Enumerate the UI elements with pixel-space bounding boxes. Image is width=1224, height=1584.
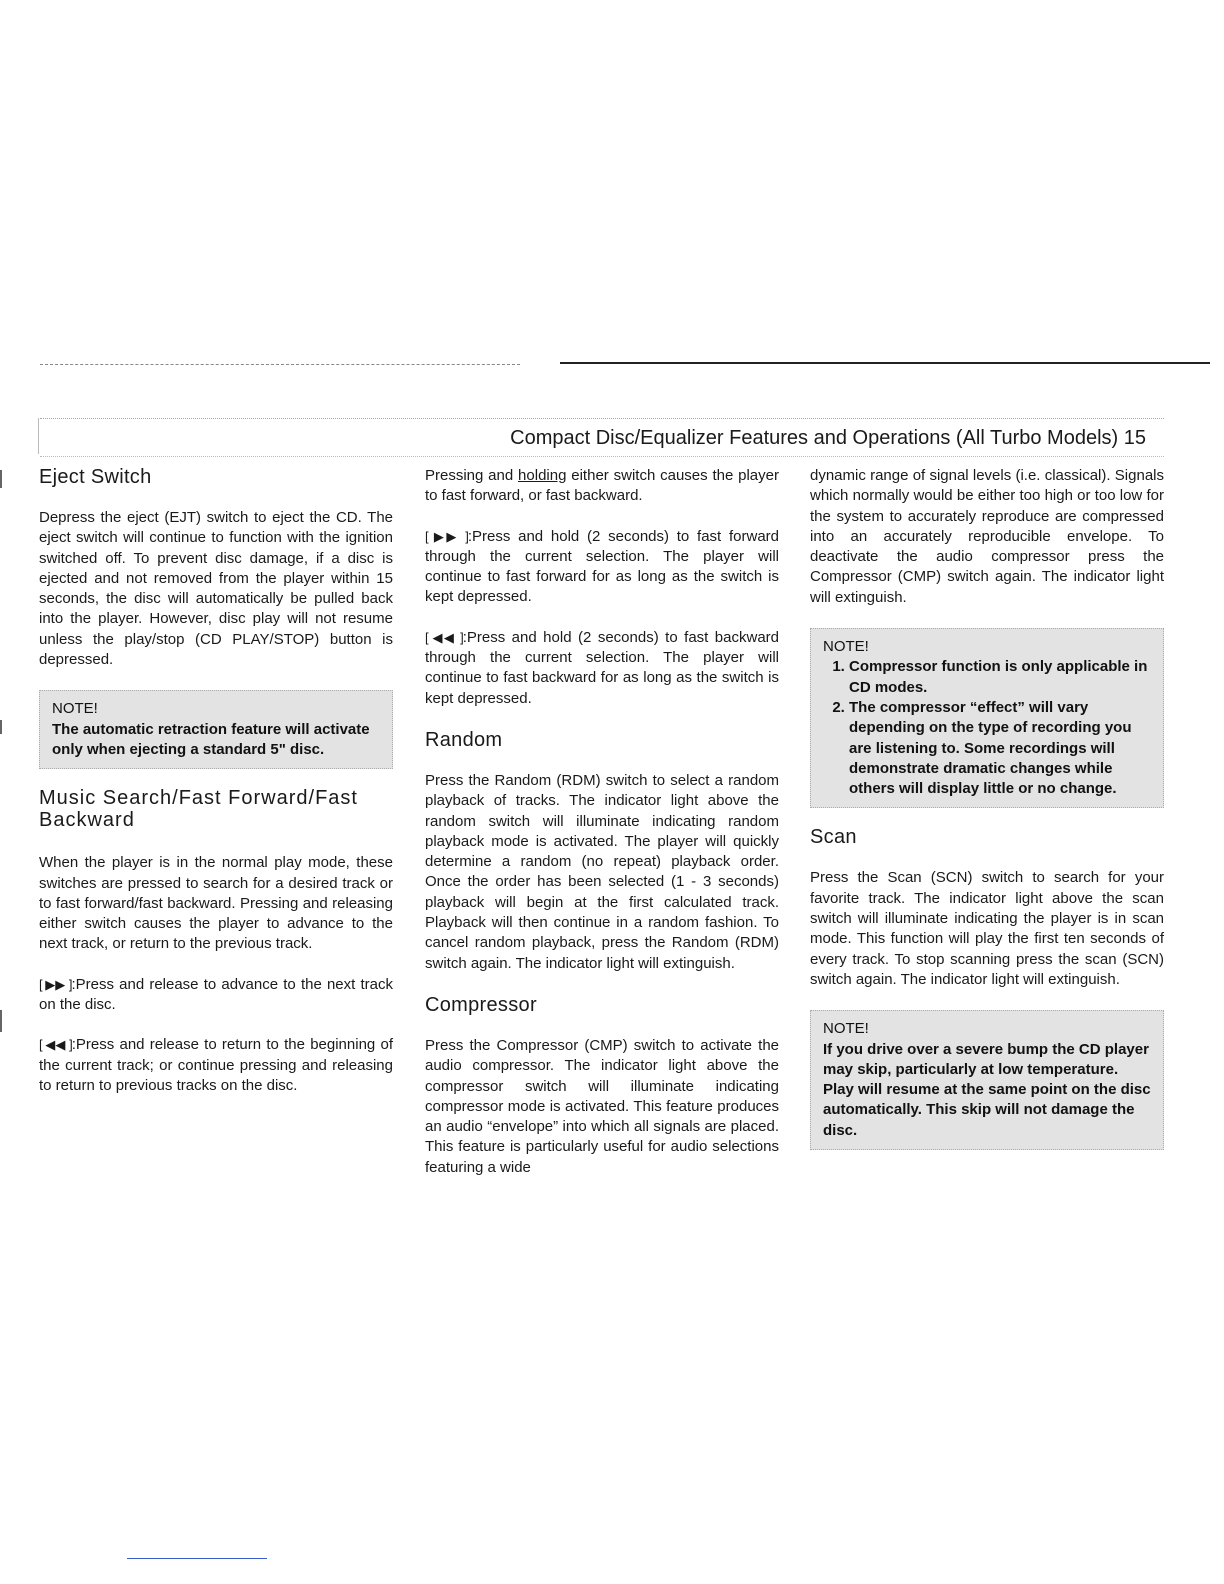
- binding-mark: [0, 470, 2, 488]
- bottom-link-underline: [127, 1558, 267, 1559]
- music-search-body: When the player is in the normal play mode, these switches are pressed to search for a desired track or to fast forward/fast backward. Pressing and releasing either switch causes the player to advance to the next track, or return to the previous track.: [39, 854, 393, 953]
- note-box-skip: [810, 1010, 1164, 1150]
- hold-intro: Pressing and holding either switch causes the player to fast forward, or fast backward.: [425, 467, 779, 505]
- note-text: If you drive over a severe bump the CD player may skip, particularly at low temperature. Play will resume at the same point on the disc automatically. This skip will not damage the disc.: [823, 1040, 1151, 1139]
- top-rule: [560, 362, 1210, 364]
- header-left-border: [38, 418, 39, 454]
- note-title: NOTE!: [823, 1020, 869, 1038]
- note-list-item: 2. The compressor “effect” will vary depending on the type of recording you are listening to. Some recordings will demonstrate dramatic changes while others will display little or no change.: [849, 698, 1153, 799]
- page-header: Compact Disc/Equalizer Features and Operations (All Turbo Models) 15: [510, 427, 1146, 449]
- header-top-border: [40, 418, 1164, 419]
- note-box-eject: [39, 690, 393, 769]
- compressor-body: Press the Compressor (CMP) switch to activate the audio compressor. The indicator light above the compressor switch will illuminate indicating compressor mode is activated. This feature produces an audio “envelope” into which all signals are placed. This feature is particularly useful for audio selections featuring a wide: [425, 1036, 779, 1176]
- fast-backward-hold-instruction: [ ◀◀ ]:Press and hold (2 seconds) to fast backward through the current selection. The player will continue to fast backward for as long as the switch is kept depressed.: [425, 628, 779, 707]
- note-box-compressor: [810, 628, 1164, 808]
- section-heading-music-search: Music Search/Fast Forward/Fast Backward: [39, 787, 358, 832]
- binding-mark: [0, 1010, 2, 1032]
- binding-mark: [0, 720, 2, 734]
- section-heading-compressor: Compressor: [425, 993, 537, 1016]
- compressor-body-continued: dynamic range of signal levels (i.e. classical). Signals which normally would be either too high or too low for the system to accurately reproduce are compressed into an accurately reproducible envelope. To deactivate the audio compressor press the Compressor (CMP) switch again. The indicator light will extinguish.: [810, 467, 1164, 606]
- column-3: [810, 466, 1164, 1168]
- section-heading-random: Random: [425, 728, 503, 751]
- fast-backward-release-instruction: [ ◀◀ ]:Press and release to return to the beginning of the current track; or continue pressing and releasing to return to previous tracks on the disc.: [39, 1036, 393, 1094]
- random-body: Press the Random (RDM) switch to select a random playback of tracks. The indicator light above the random switch will illuminate indicating random playback mode is activated. The player will quickly determine a random (no repeat) playback order. Once the order has been selected (1 - 3 seconds) playback will begin at the first calculated track. Playback will then continue in a random fashion. To cancel random playback, press the Random (RDM) switch again. The indicator light will extinguish.: [425, 771, 779, 972]
- section-heading-eject: Eject Switch: [39, 466, 152, 488]
- column-2: [425, 466, 779, 1198]
- eject-body: Depress the eject (EJT) switch to eject the CD. The eject switch will continue to function with the ignition switched off. To prevent disc damage, if a disc is ejected and not removed from the player within 15 seconds, the disc will automatically be pulled back into the player. However, disc play will not resume unless the play/stop (CD PLAY/STOP) button is depressed.: [39, 509, 393, 669]
- fast-forward-icon: [ ▶▶ ]: [425, 528, 468, 544]
- fast-forward-hold-instruction: [ ▶▶ ]:Press and hold (2 seconds) to fast forward through the current selection. The player will continue to fast forward for as long as the switch is kept depressed.: [425, 527, 779, 606]
- note-list-item: 1. Compressor function is only applicable in CD modes.: [849, 657, 1153, 698]
- header-bottom-border: [40, 456, 1164, 457]
- fast-backward-icon: [ ◀◀ ]: [39, 1037, 72, 1053]
- fast-forward-icon: [ ▶▶ ]: [39, 976, 72, 992]
- note-list: [823, 657, 1153, 799]
- fast-forward-release-instruction: [ ▶▶ ]:Press and release to advance to the next track on the disc.: [39, 975, 393, 1014]
- top-dashed-rule: [40, 364, 520, 365]
- fast-backward-icon: [ ◀◀ ]: [425, 629, 463, 645]
- section-heading-scan: Scan: [810, 826, 857, 849]
- note-title: NOTE!: [823, 638, 869, 656]
- scan-body: Press the Scan (SCN) switch to search for your favorite track. The indicator light above the scan switch will illuminate indicating the player is in scan mode. This function will play the first ten seconds of every track. To stop scanning press the scan (SCN) switch again. The indicator light will extinguish.: [810, 869, 1164, 988]
- column-1: [39, 466, 393, 1116]
- note-title: NOTE!: [52, 700, 98, 718]
- note-text: The automatic retraction feature will activate only when ejecting a standard 5" disc.: [52, 720, 370, 758]
